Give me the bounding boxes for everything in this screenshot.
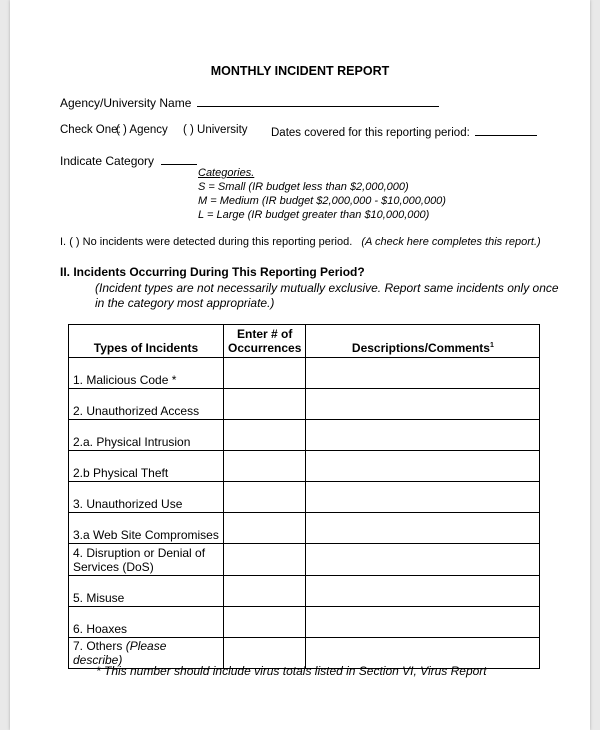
row-type: 1. Malicious Code *	[69, 358, 224, 389]
header-types: Types of Incidents	[69, 325, 224, 358]
row-occurrences-cell[interactable]	[224, 607, 306, 638]
row-description-cell[interactable]	[306, 451, 540, 482]
category-medium: M = Medium (IR budget $2,000,000 - $10,000,000)	[198, 195, 446, 207]
row-occurrences-cell[interactable]	[224, 420, 306, 451]
row-description-cell[interactable]	[306, 358, 540, 389]
table-row	[69, 482, 540, 513]
section-1-checkbox[interactable]: ( )	[69, 236, 80, 248]
section-2-heading: II. Incidents Occurring During This Reporting Period?	[60, 265, 365, 279]
agency-name-field[interactable]	[197, 95, 439, 107]
row-type: 2.b Physical Theft	[69, 451, 224, 482]
row-occurrences-cell[interactable]	[224, 389, 306, 420]
section-1-text: No incidents were detected during this reporting period.	[82, 236, 353, 248]
table-row	[69, 358, 540, 389]
row-type-line2: Services (DoS)	[73, 560, 154, 574]
dates-row	[271, 124, 537, 139]
agency-row	[60, 95, 439, 110]
category-small: S = Small (IR budget less than $2,000,000)	[198, 181, 409, 193]
section-2-note-line1: (Incident types are not necessarily mutually exclusive. Report same incidents only once	[95, 281, 559, 295]
row-description-cell[interactable]	[306, 576, 540, 607]
row-description-cell[interactable]	[306, 513, 540, 544]
table-row	[69, 420, 540, 451]
header-occ-line1: Enter # of	[237, 327, 293, 341]
document-page	[10, 0, 590, 730]
table-row	[69, 451, 540, 482]
table-row	[69, 607, 540, 638]
section-1-number: I.	[60, 236, 67, 248]
row-description-cell[interactable]	[306, 482, 540, 513]
header-occurrences	[224, 325, 306, 358]
row-type-note: (Please describe)	[73, 639, 167, 667]
row-description-cell[interactable]	[306, 607, 540, 638]
row-type-line1: 4. Disruption or Denial of	[73, 546, 206, 560]
footnote: * This number should include virus totals listed in Section VI, Virus Report	[96, 664, 487, 678]
check-one-label: Check One:	[60, 124, 121, 136]
row-description-cell[interactable]	[306, 544, 540, 576]
row-occurrences-cell[interactable]	[224, 544, 306, 576]
incident-table	[68, 324, 540, 669]
row-occurrences-cell[interactable]	[224, 451, 306, 482]
dates-field[interactable]	[475, 124, 537, 136]
category-field[interactable]	[161, 153, 197, 165]
table-row	[69, 544, 540, 576]
checkbox-agency[interactable]: ( ) Agency	[116, 124, 168, 136]
row-type: 2.a. Physical Intrusion	[69, 420, 224, 451]
row-occurrences-cell[interactable]	[224, 513, 306, 544]
table-row	[69, 576, 540, 607]
category-row	[60, 153, 197, 168]
row-description-cell[interactable]	[306, 420, 540, 451]
row-occurrences-cell[interactable]	[224, 576, 306, 607]
section-1-note: (A check here completes this report.)	[361, 236, 541, 248]
table-header-row	[69, 325, 540, 358]
row-type: 3.a Web Site Compromises	[69, 513, 224, 544]
row-type: 6. Hoaxes	[69, 607, 224, 638]
row-type	[69, 544, 224, 576]
header-descriptions	[306, 325, 540, 358]
row-occurrences-cell[interactable]	[224, 358, 306, 389]
header-desc-footnote-mark: 1	[489, 342, 494, 349]
section-2-note-line2: in the category most appropriate.)	[95, 296, 275, 310]
document-title: MONTHLY INCIDENT REPORT	[210, 64, 390, 78]
checkbox-university[interactable]: ( ) University	[183, 124, 248, 136]
section-1	[60, 236, 541, 248]
row-type-label: 7. Others	[73, 639, 123, 653]
row-type: 2. Unauthorized Access	[69, 389, 224, 420]
row-type: 5. Misuse	[69, 576, 224, 607]
category-large: L = Large (IR budget greater than $10,000,000)	[198, 209, 430, 221]
table-row	[69, 513, 540, 544]
dates-label: Dates covered for this reporting period:	[271, 127, 470, 139]
row-type: 3. Unauthorized Use	[69, 482, 224, 513]
table-row	[69, 389, 540, 420]
header-desc-label: Descriptions/Comments	[351, 341, 490, 355]
row-occurrences-cell[interactable]	[224, 482, 306, 513]
row-description-cell[interactable]	[306, 389, 540, 420]
agency-label: Agency/University Name	[60, 96, 192, 110]
check-one-row	[60, 124, 121, 136]
categories-heading: Categories.	[198, 167, 255, 179]
header-occ-line2: Occurrences	[228, 341, 302, 355]
indicate-category-label: Indicate Category	[60, 154, 155, 168]
